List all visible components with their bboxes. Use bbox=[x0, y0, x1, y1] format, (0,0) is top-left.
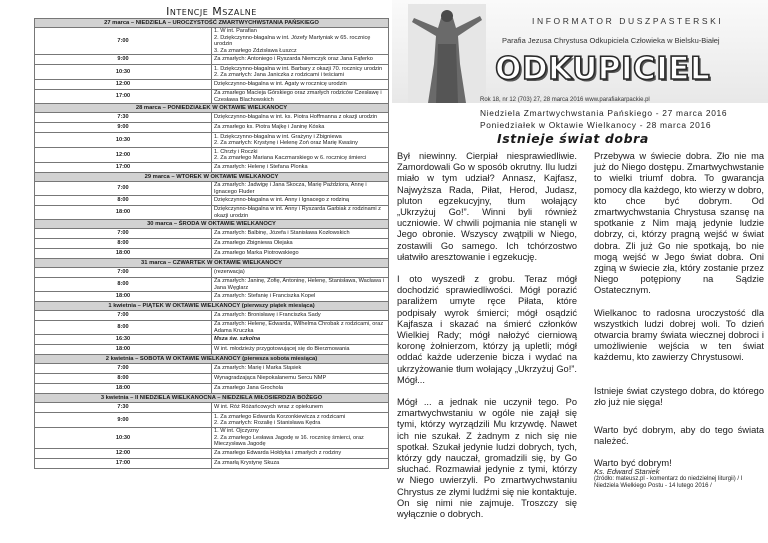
mass-intention bbox=[212, 413, 389, 428]
christ-statue-image bbox=[408, 4, 486, 103]
intention-line: 2. Za zmarłego Lesława Jagodę w 16. rocznicę śmierci, oraz Mieczysława Jagodę bbox=[214, 434, 364, 447]
mass-time: 18:00 bbox=[35, 384, 212, 394]
informator-label: INFORMATOR DUSZPASTERSKI bbox=[532, 16, 724, 26]
day-header: 28 marca – PONIEDZIAŁEK W OKTAWIE WIELKANOCY bbox=[35, 104, 389, 113]
issue-info: Rok 18, nr 12 (703) 27, 28 marca 2016 www.parafiakarpackie.pl bbox=[480, 97, 650, 103]
mass-time: 7:00 bbox=[35, 364, 212, 374]
mass-time: 12:00 bbox=[35, 448, 212, 458]
mass-intention bbox=[212, 428, 389, 449]
mass-time: 17:00 bbox=[35, 458, 212, 468]
mass-intention bbox=[212, 90, 389, 104]
intention-line: 1. Dziękczynno-błagalna w int. Grażyny i Zbigniewa bbox=[214, 133, 342, 140]
mass-intention bbox=[212, 80, 389, 90]
mass-row bbox=[35, 55, 389, 65]
mass-time: 8:00 bbox=[35, 239, 212, 249]
article-paragraph: Mógł ... a jednak nie uczynił tego. Po zmartwychwstaniu w ogóle nie zajął się tymi, którzy wyrządzili Mu krzywdę. Nawet ich nie szukał. Z żadnym z nich się nie spotkał. Szukał jedynie ludzi dobrych, tych, którzy gdy nauczał, gromadzili się, by Go słuchać. Rozmawiał jedynie z tymi, którzy w Niego uwierzyli. Po zmartwychwstaniu Chrystus ze złymi ludźmi się nie kontaktuje. On się nimi nie zajmuje. Troszczy się wyłącznie o dobrych. bbox=[397, 397, 577, 520]
article-column-1 bbox=[397, 151, 577, 531]
mass-intention bbox=[212, 403, 389, 413]
mass-row bbox=[35, 65, 389, 80]
day-header-row bbox=[35, 302, 389, 311]
article-paragraph: Przebywa w świecie dobra. Zło nie ma już do Niego dostępu. Zmartwychwstanie to wielki triumf dobra. To gwarancja pomocy dla każdego, kto wierzy w dobro, kto chce być dobrym. Od zmartwychwstania Chrystusa szansę na spotkanie z Nim mają jedynie ludzie dobrzy, ci, którzy pragną wejść w świat dobra. Zli już Go nie spotkają, bo nie mogą wejść w Jego świat dobra. Oni zginą w świecie zła, który zostanie przez Niego potępiony na Sądzie Ostatecznym. bbox=[594, 151, 765, 296]
date-line-1: Niedziela Zmartwychwstania Pańskiego - 27 marca 2016 bbox=[480, 108, 728, 118]
mass-intention bbox=[212, 292, 389, 302]
mass-intention bbox=[212, 321, 389, 335]
mass-row bbox=[35, 413, 389, 428]
mass-time: 18:00 bbox=[35, 292, 212, 302]
intention-line: (rezerwacja) bbox=[214, 269, 245, 276]
mass-time: 7:00 bbox=[35, 182, 212, 196]
mass-time: 7:00 bbox=[35, 28, 212, 55]
intention-line: 1. W int. Parafian bbox=[214, 28, 257, 34]
day-header: 30 marca – ŚRODA W OKTAWIE WIELKANOCY bbox=[35, 220, 389, 229]
mass-row bbox=[35, 345, 389, 355]
mass-time: 17:00 bbox=[35, 90, 212, 104]
mass-intention bbox=[212, 148, 389, 163]
intention-line: Dziękczynno-błagalna w int. ks. Piotra Hoffmanna z okazji urodzin bbox=[214, 114, 378, 121]
mass-row bbox=[35, 163, 389, 173]
day-header: 2 kwietnia – SOBOTA W OKTAWIE WIELKANOCY (pierwsza sobota miesiąca) bbox=[35, 355, 389, 364]
mass-time: 10:30 bbox=[35, 428, 212, 449]
day-header: 1 kwietnia – PIĄTEK W OKTAWIE WIELKANOCY (pierwszy piątek miesiąca) bbox=[35, 302, 389, 311]
intentions-table bbox=[34, 18, 389, 469]
intention-line: 1. Za zmarłego Edwarda Korzonkiewicza z rodzicami bbox=[214, 413, 346, 420]
mass-intention bbox=[212, 335, 389, 345]
intention-line: 1. Dziękczynno-błagalna w int. Barbary z okazji 70. rocznicy urodzin bbox=[214, 65, 383, 72]
mass-row bbox=[35, 428, 389, 449]
mass-row bbox=[35, 335, 389, 345]
article-paragraph: Wielkanoc to radosna uroczystość dla wszystkich ludzi dobrej woli. To dzień otwarcia bramy świata wiecznej dobroci i umożliwienie wejścia w ten świat każdemu, kto zawierzy Chrystusowi. bbox=[594, 307, 764, 363]
intention-line: 1. Chrzty i Roczki bbox=[214, 148, 258, 155]
mass-row bbox=[35, 182, 389, 196]
source-note: (źródło: mateusz.pl - komentarz do niedzielnej liturgii) / I Niedziela Wielkiego Postu - 14 lutego 2016 / bbox=[594, 476, 743, 489]
day-header-row bbox=[35, 19, 389, 28]
mass-row bbox=[35, 321, 389, 335]
date-line-2: Poniedziałek w Oktawie Wielkanocy - 28 marca 2016 bbox=[480, 120, 712, 130]
mass-row bbox=[35, 311, 389, 321]
mass-row bbox=[35, 249, 389, 259]
mass-row bbox=[35, 229, 389, 239]
newsletter-column bbox=[392, 0, 768, 543]
intention-line: Za zmarłego ks. Piotra Majkę i Janinę Kóska bbox=[214, 124, 325, 131]
day-header: 3 kwietnia – II NIEDZIELA WIELKANOCNA – NIEDZIELA MIŁOSIERDZIA BOŻEGO bbox=[35, 394, 389, 403]
mass-time: 16:30 bbox=[35, 335, 212, 345]
mass-row bbox=[35, 90, 389, 104]
mass-time: 18:00 bbox=[35, 249, 212, 259]
mass-row bbox=[35, 206, 389, 220]
day-header: 29 marca – WTOREK W OKTAWIE WIELKANOCY bbox=[35, 173, 389, 182]
intention-line: Dziękczynno-błagalna w int. Anny i Ignacego z rodziną bbox=[214, 197, 349, 204]
intention-line: 2. Za zmarłych: Jana Janiczka z rodzicami i teściami bbox=[214, 72, 344, 78]
day-header-row bbox=[35, 394, 389, 403]
intention-line: Za zmarłych: Jadwigę i Jana Skocza, Marię Paździora, Annę i Ignacego Fluder bbox=[214, 182, 367, 195]
mass-intention bbox=[212, 182, 389, 196]
mass-intention bbox=[212, 65, 389, 80]
intention-line: W int. Róż Różańcowych wraz z opiekunem bbox=[214, 404, 323, 411]
mass-row bbox=[35, 403, 389, 413]
day-header-row bbox=[35, 173, 389, 182]
intention-line: Za zmarłych: Helenę i Stefana Plonka bbox=[214, 164, 308, 171]
mass-intention bbox=[212, 123, 389, 133]
mass-time: 8:00 bbox=[35, 321, 212, 335]
mass-intention bbox=[212, 384, 389, 394]
article-paragraph: Był niewinny. Cierpiał niesprawiedliwie. Zamordowali Go w sposób okrutny. Ilu ludzi miało w tym udział? Annasz, Kajfasz, Najwyższa Rada, Piłat, Herod, Judasz, pluton egzekucyjny, tłum wołający „Ukrzyżuj Go!”. Winni byli również uczniowie. W chwili pojmania nie stanęli w Jego obronie. Wszyscy zwątpili w Niego, zostawili Go samego. Ich tchórzostwo ułatwiło aresztowanie i egzekucję. bbox=[397, 151, 577, 262]
intention-line: 2. Za zmarłego Mariana Kaczmarskiego w 6. rocznicę śmierci bbox=[214, 155, 367, 161]
intention-line: Za zmarłego Jana Grochola bbox=[214, 385, 284, 392]
author-name: Ks. Edward Staniek bbox=[594, 467, 660, 476]
mass-intention bbox=[212, 448, 389, 458]
intention-line: 2. Za zmarłych: Rozalię i Stanisława Kędra bbox=[214, 420, 321, 426]
mass-intention bbox=[212, 229, 389, 239]
mass-row bbox=[35, 364, 389, 374]
mass-row bbox=[35, 196, 389, 206]
intention-line: Za zmarłych: Stefanię i Franciszka Kopel bbox=[214, 293, 316, 300]
mass-row bbox=[35, 448, 389, 458]
mass-intention bbox=[212, 113, 389, 123]
mass-time: 10:30 bbox=[35, 133, 212, 148]
intention-line: Dziękczynno-błagalna w int. Agaty w rocznicę urodzin bbox=[214, 81, 347, 88]
article-paragraph: Istnieje świat czystego dobra, do którego zło już nie sięga! bbox=[594, 385, 764, 407]
intention-line: Za zmarłego Marka Piotrowskiego bbox=[214, 250, 299, 257]
mass-intention bbox=[212, 268, 389, 278]
mass-row bbox=[35, 239, 389, 249]
mass-time: 10:30 bbox=[35, 65, 212, 80]
mass-intention bbox=[212, 55, 389, 65]
intention-line: Za zmarłą Krystynę Skuza bbox=[214, 459, 280, 466]
mass-time: 8:00 bbox=[35, 374, 212, 384]
day-header-row bbox=[35, 259, 389, 268]
mass-intention bbox=[212, 345, 389, 355]
mass-intention bbox=[212, 278, 389, 292]
mass-time: 9:00 bbox=[35, 123, 212, 133]
mass-time: 7:00 bbox=[35, 311, 212, 321]
intention-line: 2. Za zmarłych: Krystynę i Helenę Zoń oraz Marię Kwaśny bbox=[214, 140, 358, 146]
mass-intention bbox=[212, 374, 389, 384]
intention-line: Za zmarłych: Janinę, Zofię, Antoninę, Helenę, Stanisława, Wacława i Jana Węglarz bbox=[214, 278, 384, 291]
odkupiciel-logo: ODKUPICIEL bbox=[495, 51, 711, 87]
mass-time: 9:00 bbox=[35, 413, 212, 428]
intention-line: 1. W int. Ojczyzny bbox=[214, 428, 259, 434]
mass-time: 7:00 bbox=[35, 268, 212, 278]
article-paragraph: Warto być dobrym! bbox=[594, 458, 672, 469]
mass-time: 12:00 bbox=[35, 80, 212, 90]
intention-line: 2. Dziękczynno-błagalna w int. Józefy Martyniak w 65. rocznicę urodzin bbox=[214, 34, 371, 47]
mass-intention bbox=[212, 311, 389, 321]
mass-time: 9:00 bbox=[35, 55, 212, 65]
mass-intention bbox=[212, 206, 389, 220]
mass-time: 8:00 bbox=[35, 196, 212, 206]
intention-line: Dziękczynno-błagalna w int. Anny i Ryszarda Garbiak z rodzinami z okazji urodzin bbox=[214, 206, 381, 219]
mass-row bbox=[35, 268, 389, 278]
intention-line: Za zmarłych: Helenę, Edwarda, Wilhelma Chrobak z rodzicami, oraz Adama Kruczka bbox=[214, 321, 384, 334]
mass-intention bbox=[212, 163, 389, 173]
day-header: 31 marca – CZWARTEK W OKTAWIE WIELKANOCY bbox=[35, 259, 389, 268]
day-header-row bbox=[35, 104, 389, 113]
mass-row bbox=[35, 113, 389, 123]
mass-intention bbox=[212, 364, 389, 374]
mass-row bbox=[35, 80, 389, 90]
mass-time: 7:30 bbox=[35, 113, 212, 123]
intention-line: Msza św. szkolna bbox=[214, 336, 261, 343]
mass-row bbox=[35, 278, 389, 292]
mass-intention bbox=[212, 196, 389, 206]
mass-row bbox=[35, 292, 389, 302]
mass-time: 18:00 bbox=[35, 206, 212, 220]
mass-intention bbox=[212, 239, 389, 249]
mass-row bbox=[35, 384, 389, 394]
mass-row bbox=[35, 123, 389, 133]
intention-line: Za zmarłego Zbigniewa Olejaka bbox=[214, 240, 293, 247]
parish-name: Parafia Jezusa Chrystusa Odkupiciela Człowieka w Bielsku-Białej bbox=[502, 36, 720, 45]
intention-line: Wynagradzająca Niepokalanemu Sercu NMP bbox=[214, 375, 327, 382]
mass-time: 18:00 bbox=[35, 345, 212, 355]
intentions-title: Intencje Mszalne bbox=[166, 5, 257, 18]
article-paragraph: Warto być dobrym, aby do tego świata należeć. bbox=[594, 425, 764, 447]
article-paragraph: I oto wyszedł z grobu. Teraz mógł dochodzić sprawiedliwości. Mógł porazić paraliżem umyte ręce Piłata, które podpisały wyrok śmierci; mógł osądzić Kajfasza i skazać na śmierć członków Wielkiej Rady; mógł nałożyć cierniową koronę żołnierzom, którzy ją upletli; mógł oddać każde uderzenie bicza i wydać na ukrzyżowanie tłum wołający „Ukrzyżuj Go!”. Mógł... bbox=[397, 274, 577, 385]
article-column-2 bbox=[594, 151, 764, 481]
mass-time: 7:00 bbox=[35, 229, 212, 239]
intention-line: Za zmarłych: Bronisławę i Franciszka Sady bbox=[214, 312, 321, 319]
mass-intention bbox=[212, 28, 389, 55]
mass-intentions-section bbox=[34, 5, 389, 469]
mass-row bbox=[35, 28, 389, 55]
mass-intention bbox=[212, 249, 389, 259]
mass-intention bbox=[212, 458, 389, 468]
mass-time: 17:00 bbox=[35, 163, 212, 173]
intention-line: Za zmarłych: Marię i Marka Stąsiek bbox=[214, 365, 302, 372]
mass-time: 12:00 bbox=[35, 148, 212, 163]
signature-block bbox=[594, 467, 766, 490]
intention-line: Za zmarłych: Balbinę, Józefa i Stanisława Kozłowskich bbox=[214, 230, 350, 237]
mass-intention bbox=[212, 133, 389, 148]
intention-line: 3. Za zmarłego Zdzisława Łuszcz bbox=[214, 47, 297, 54]
intention-line: W int. młodzieży przygotowującej się do Bierzmowania bbox=[214, 346, 350, 353]
intention-line: Za zmarłych: Antoniego i Ryszarda Niemczyk oraz Jana Fąferko bbox=[214, 56, 373, 63]
mass-row bbox=[35, 374, 389, 384]
mass-row bbox=[35, 148, 389, 163]
mass-time: 8:00 bbox=[35, 278, 212, 292]
intention-line: Za zmarłego Edwarda Hołdyka i zmarłych z rodziny bbox=[214, 449, 342, 456]
day-header-row bbox=[35, 220, 389, 229]
article-title: Istnieje świat dobra bbox=[497, 131, 649, 146]
day-header-row bbox=[35, 355, 389, 364]
mass-row bbox=[35, 133, 389, 148]
mass-time: 7:30 bbox=[35, 403, 212, 413]
mass-row bbox=[35, 458, 389, 468]
day-header: 27 marca – NIEDZIELA – UROCZYSTOŚĆ ZMARTWYCHWSTANIA PAŃSKIEGO bbox=[35, 19, 389, 28]
intention-line: Za zmarłego Macieja Górskiego oraz zmarłych rodziców Czesławę i Czesława Blachowskich bbox=[214, 90, 382, 103]
